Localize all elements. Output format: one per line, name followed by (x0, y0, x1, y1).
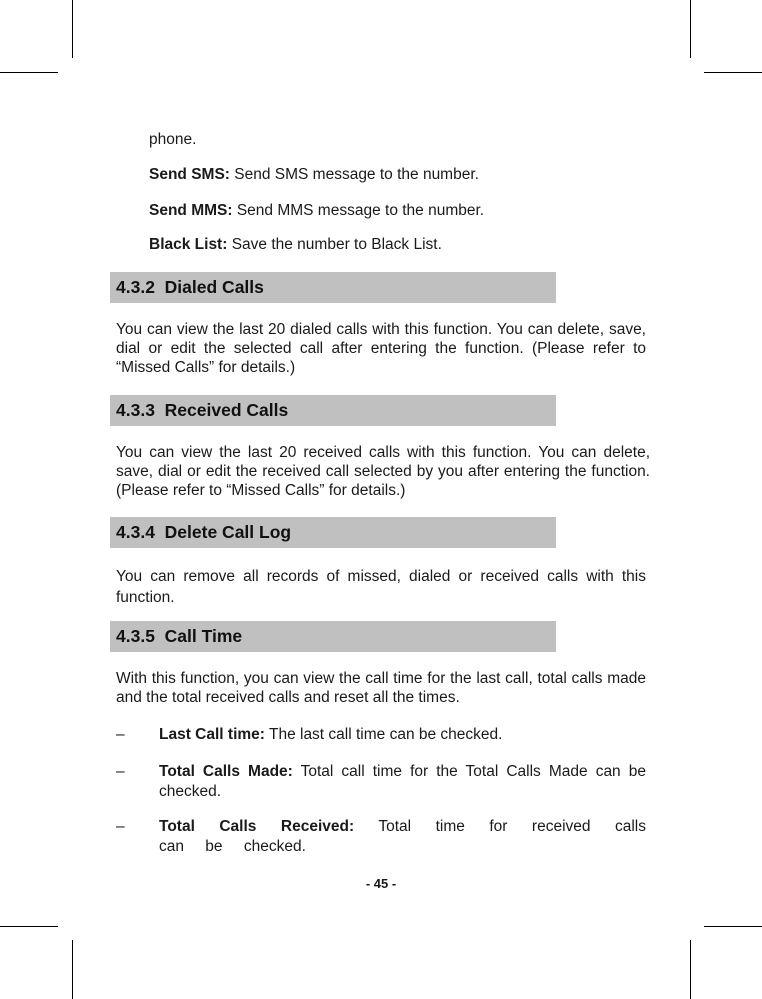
option-send-mms (149, 201, 484, 221)
option-description: Send MMS message to the number. (232, 202, 485, 219)
list-item-total-calls-made (159, 762, 651, 802)
section-title: Call Time (164, 626, 243, 646)
list-item-label: Total Calls Made: (159, 763, 293, 780)
list-item-label: Last Call time: (159, 726, 265, 743)
section-body: You can view the last 20 dialed calls with this function. You can delete, save, dial or edit the selected call after entering the function. (Please refer to “Missed Calls” for details.) (116, 321, 646, 376)
option-black-list (149, 235, 442, 255)
list-dash: – (116, 763, 125, 780)
item-text: phone. (149, 131, 197, 148)
section-title: Dialed Calls (164, 277, 264, 297)
crop-mark (72, 0, 73, 58)
list-dash: – (116, 818, 125, 835)
option-description: Send SMS message to the number. (229, 166, 479, 183)
section-heading-dialed-calls (110, 272, 556, 303)
crop-mark (704, 72, 762, 73)
section-title: Received Calls (164, 400, 289, 420)
section-body: You can view the last 20 received calls with this function. You can delete, save, dial or edit the received call selected by you after entering the function. (Please refer to “Missed Calls” for details.) (116, 444, 650, 499)
option-label: Send SMS: (149, 166, 230, 183)
option-label: Send MMS: (149, 202, 233, 219)
list-item-description: The last call time can be checked. (264, 726, 503, 743)
section-heading-received-calls (110, 395, 556, 426)
list-item-last-call-time (159, 725, 646, 745)
section-title: Delete Call Log (164, 522, 292, 542)
section-body: With this function, you can view the call time for the last call, total calls made and the total received calls and reset all the times. (116, 670, 646, 706)
crop-mark (72, 940, 73, 999)
crop-mark (690, 0, 691, 58)
crop-mark (0, 926, 58, 927)
option-send-sms (149, 165, 479, 185)
section-number: 4.3.2 (116, 277, 155, 297)
section-body: You can remove all records of missed, dialed or received calls with this function. (116, 568, 646, 606)
section-number: 4.3.5 (116, 626, 155, 646)
list-item-description: Total call time for the Total Calls Made can be checked. (159, 763, 651, 800)
section-heading-delete-call-log (110, 517, 556, 548)
section-number: 4.3.4 (116, 522, 155, 542)
crop-mark (690, 940, 691, 999)
option-label: Black List: (149, 236, 228, 253)
section-number: 4.3.3 (116, 400, 155, 420)
list-item-description: Total time for received calls can be checked. (159, 818, 668, 855)
list-item-label: Total Calls Received: (159, 818, 355, 835)
option-description: Save the number to Black List. (227, 236, 442, 253)
list-dash: – (116, 726, 125, 743)
crop-mark (0, 72, 58, 73)
crop-mark (704, 926, 762, 927)
page-number: - 45 - (365, 876, 397, 891)
section-heading-call-time (110, 621, 556, 652)
continued-text (149, 130, 196, 150)
list-item-total-calls-received (159, 817, 668, 857)
